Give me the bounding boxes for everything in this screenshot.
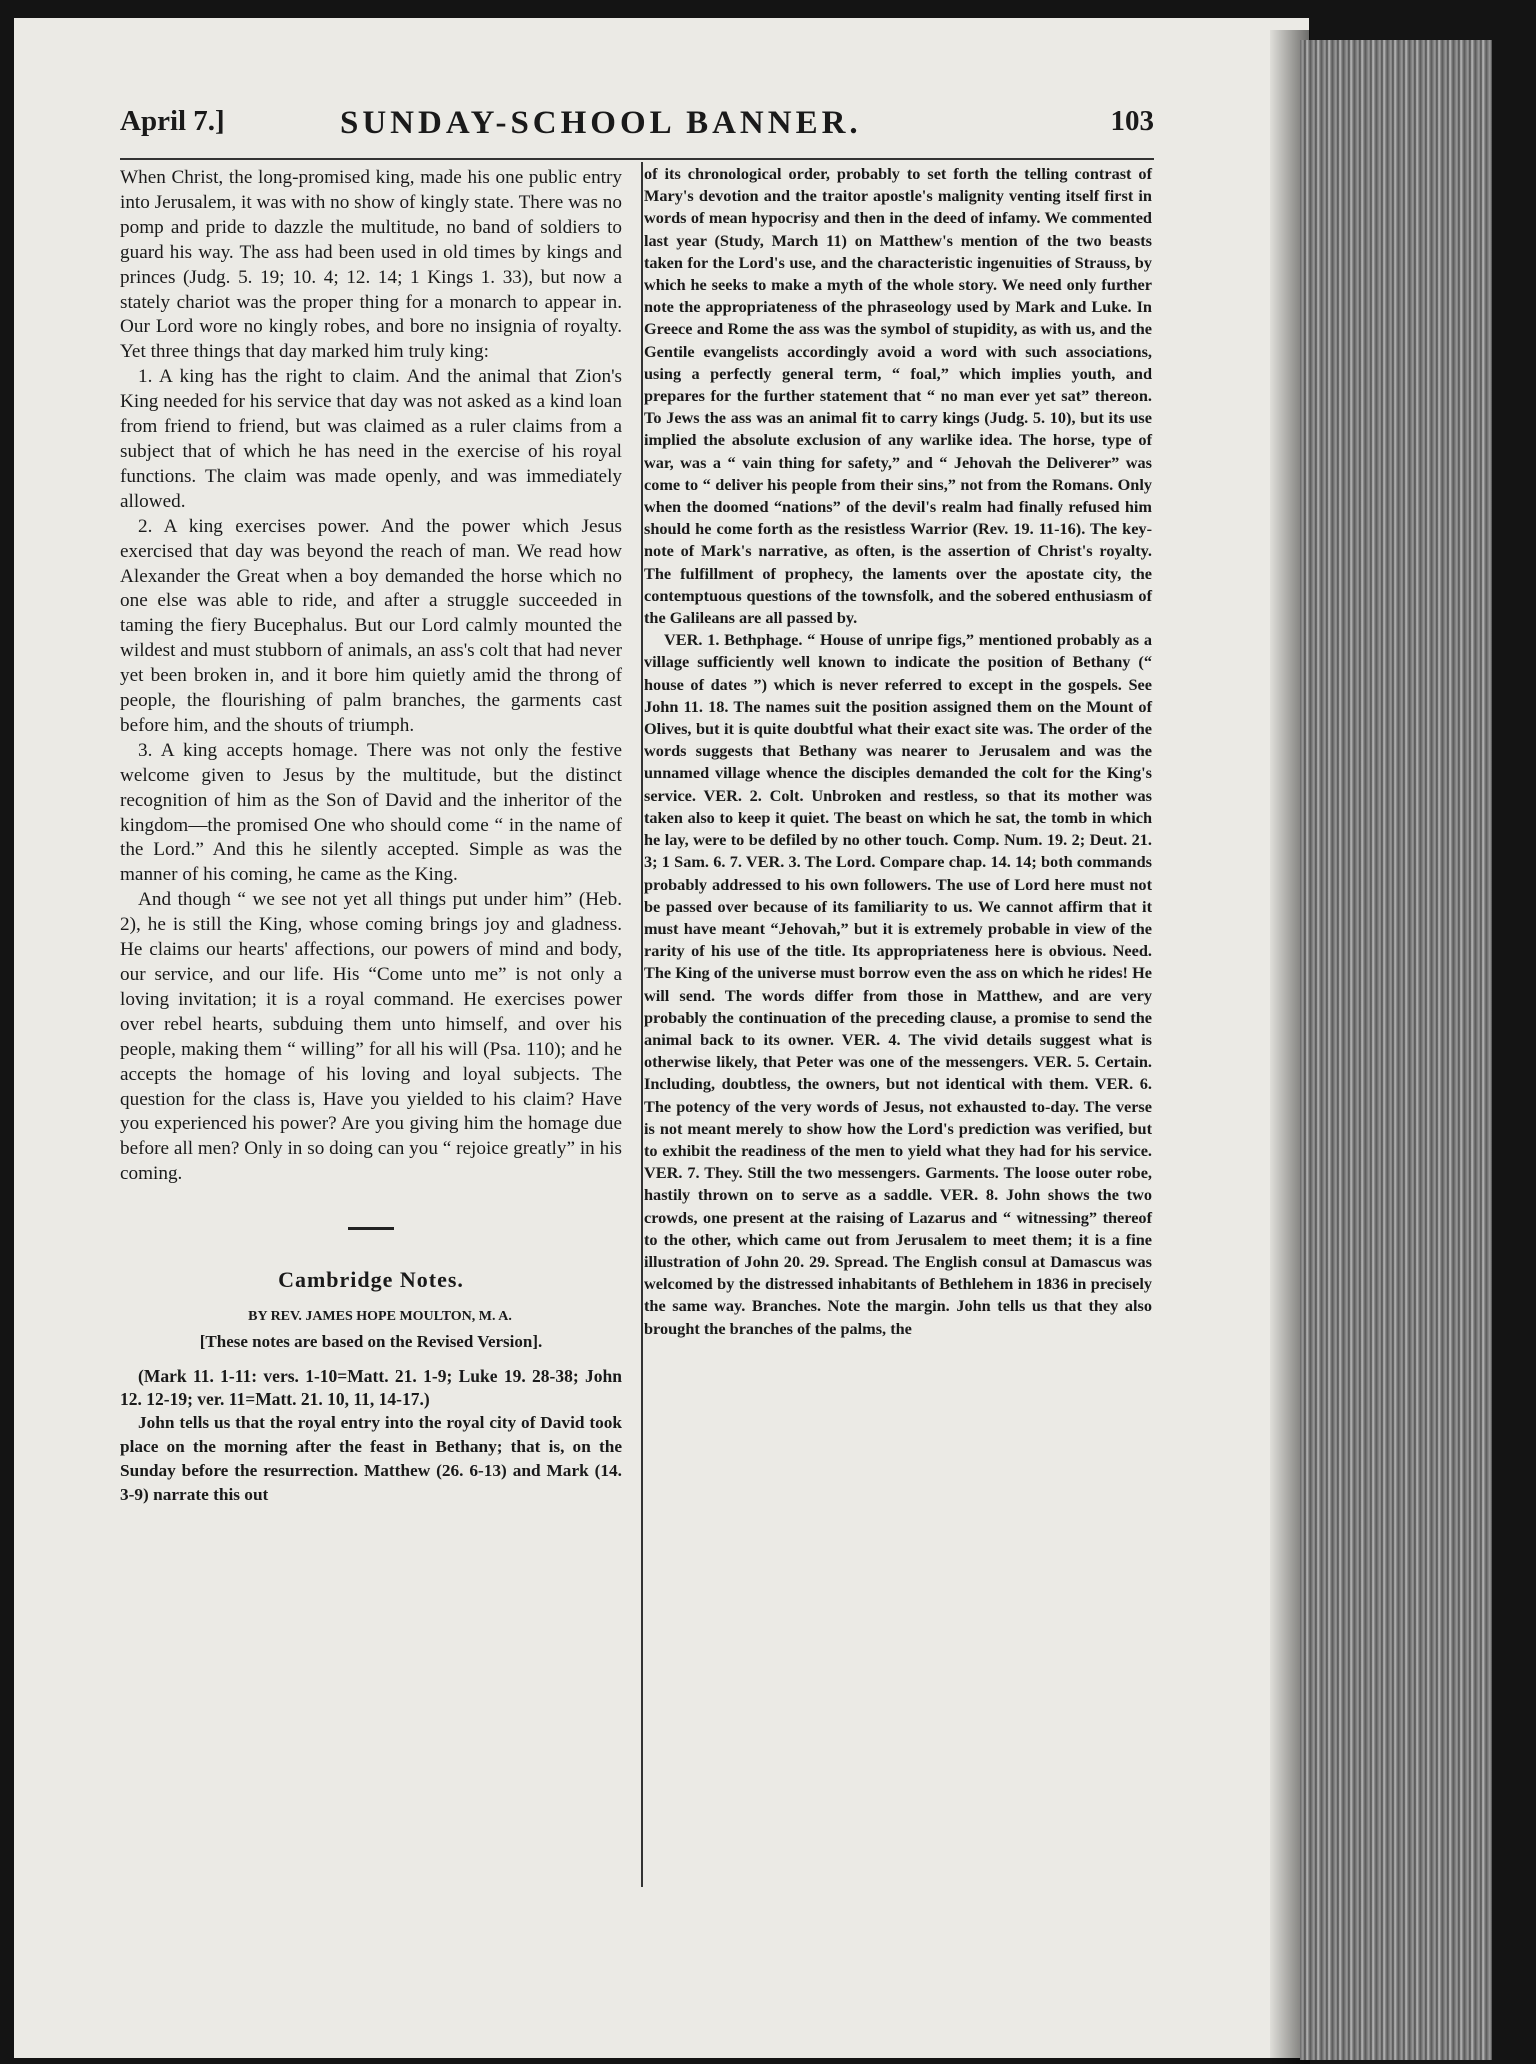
paragraph: VER. 1. Bethphage. “ House of unripe figs,” mentioned probably as a village sufficiently well known to indicate the position of Bethany (“ house of dates ”) which is never referred to except in the gospels. See John 11. 18. The names suit the position assigned them on the Mount of Olives, but it is quite doubtful what their exact site was. The order of the words suggests that Bethany was nearer to Jerusalem and was the unnamed village whence the disciples demanded the colt for the King's service. VER. 2. Colt. Unbroken and restless, so that its mother was taken also to keep it quiet. The beast on which he sat, the tomb in which he lay, were to be defiled by no other touch. Comp. Num. 19. 2; Deut. 21. 3; 1 Sam. 6. 7. VER. 3. The Lord. Compare chap. 14. 14; both commands probably addressed to his own followers. The use of Lord here must not be passed over because of its familiarity to us. We cannot affirm that it must have meant “Jehovah,” but it is extremely probable in view of the rarity of his use of the title. Its appropriateness here is obvious. Need. The King of the universe must borrow even the ass on which he rides! He will send. The words differ from those in Matthew, and are very probably the continuation of the preceding clause, a promise to send the animal back to its owner. VER. 4. The vivid details suggest what is otherwise likely, that Peter was one of the messengers. VER. 5. Certain. Including, doubtless, the owners, but not identical with them. VER. 6. The potency of the very words of Jesus, not exhausted to-day. The verse is not meant merely to show how the Lord's prediction was verified, but to exhibit the readiness of the men to yield what they had for his service. VER. 7. They. Still the two messengers. Garments. The loose outer robe, hastily thrown on to serve as a saddle. VER. 8. John shows the two crowds, one present at the raising of Lazarus and “ witnessing” thereof to the other, which came out from Jerusalem to meet them; it is a fine illustration of John 20. 29. Spread. The English consul at Damascus was welcomed by the distressed inhabitants of Bethlehem in 1836 in precisely the same way. Branches. Note the margin. John tells us that they also brought the branches of the palms, the <box>644 630 1152 1338</box>
header-rule <box>120 158 1154 160</box>
paragraph: When Christ, the long-promised king, made his one public entry into Jerusalem, it was with no show of kingly state. There was no pomp and pride to dazzle the multitude, no band of soldiers to guard his way. The ass had been used in old times by kings and princes (Judg. 5. 19; 10. 4; 12. 14; 1 Kings 1. 33), but now a stately chariot was the proper thing for a monarch to appear in. Our Lord wore no kingly robes, and bore no insignia of royalty. Yet three things that day marked him truly king: <box>120 167 622 363</box>
left-column <box>120 166 622 1507</box>
header-title: SUNDAY-SCHOOL BANNER. <box>340 105 862 141</box>
notes-heading: Cambridge Notes. <box>278 1267 464 1293</box>
book-fore-edge <box>1300 40 1492 2060</box>
paragraph: of its chronological order, probably to set forth the telling contrast of Mary's devotion and the traitor apostle's malignity venting itself first in words of mean hypocrisy and then in the deed of infamy. We commented last year (Study, March 11) on Matthew's mention of the two beasts taken for the Lord's use, and the characteristic ingenuities of Strauss, by which he seeks to make a myth of the whole story. We need only further note the appropriateness of the phraseology used by Mark and Luke. In Greece and Rome the ass was the symbol of stupidity, as with us, and the Gentile evangelists accordingly avoid a word with such associations, using a perfectly general term, “ foal,” which implies youth, and prepares for the further statement that “ no man ever yet sat” thereon. To Jews the ass was an animal fit to carry kings (Judg. 5. 10), but its use implied the absolute exclusion of any warlike idea. The horse, type of war, was a “ vain thing for safety,” and “ Jehovah the Deliverer” was come to “ deliver his people from their sins,” not from the Romans. Only when the doomed “nations” of the devil's realm had finally refused him should he come forth as the resistless Warrior (Rev. 19. 11-16). The key-note of Mark's narrative, as often, is the assertion of Christ's royalty. The fulfillment of prophecy, the laments over the apostate city, the contemptuous questions of the townsfolk, and the sobered enthusiasm of the Galileans are all passed by. <box>644 164 1152 628</box>
paragraph: 1. A king has the right to claim. And the animal that Zion's King needed for his service that day was not asked as a kind loan from friend to friend, but was claimed as a ruler claims from a subject that of which he has need in the exercise of his royal functions. The claim was made openly, and was immediately allowed. <box>120 366 622 512</box>
paragraph: John tells us that the royal entry into the royal city of David took place on the morning after the feast in Bethany; that is, on the Sunday before the resurrection. Matthew (26. 6-13) and Mark (14. 3-9) narrate this out <box>120 1412 622 1504</box>
notes-basis: [These notes are based on the Revised Version]. <box>199 1331 543 1351</box>
paragraph: 2. A king exercises power. And the power which Jesus exercised that day was beyond the reach of man. We read how Alexander the Great when a boy demanded the horse which no one else was able to ride, and after a struggle succeeded in taming the fiery Bucephalus. But our Lord calmly mounted the wildest and must stubborn of animals, an ass's colt that had never yet been broken in, and it bore him quietly amid the throng of people, the flourishing of palm branches, the garments cast before him, and the shouts of triumph. <box>120 515 622 736</box>
paragraph: And though “ we see not yet all things put under him” (Heb. 2), he is still the King, whose coming brings joy and gladness. He claims our hearts' affections, our powers of mind and body, our service, and our life. His “Come unto me” is not only a loving invitation; it is a royal command. He exercises power over rebel hearts, subduing them unto himself, and over his people, making them “ willing” for all his will (Psa. 110); and he accepts the homage of his loving and loyal subjects. The question for the class is, Have you yielded to his claim? Have you experienced his power? Are you giving him the homage due before all men? Only in so doing can you “ rejoice greatly” in his coming. <box>120 889 622 1185</box>
running-head <box>106 105 1154 155</box>
page-number: 103 <box>1110 105 1154 137</box>
byline: BY REV. JAMES HOPE MOULTON, M. A. <box>248 1309 512 1325</box>
right-column <box>644 163 1152 1340</box>
header-date: April 7.] <box>120 105 225 137</box>
scripture-references: (Mark 11. 1-11: vers. 1-10=Matt. 21. 1-9; Luke 19. 28-38; John 12. 12-19; ver. 11=Matt. 21. 10, 11, 14-17.) <box>120 1365 622 1409</box>
column-rule <box>641 162 643 1887</box>
section-divider <box>348 1227 394 1230</box>
paragraph: 3. A king accepts homage. There was not only the festive welcome given to Jesus by the multitude, but the distinct recognition of him as the Son of David and the inheritor of the kingdom—the promised One who should come “ in the name of the Lord.” And this he silently accepted. Simple as was the manner of his coming, he came as the King. <box>120 739 622 886</box>
